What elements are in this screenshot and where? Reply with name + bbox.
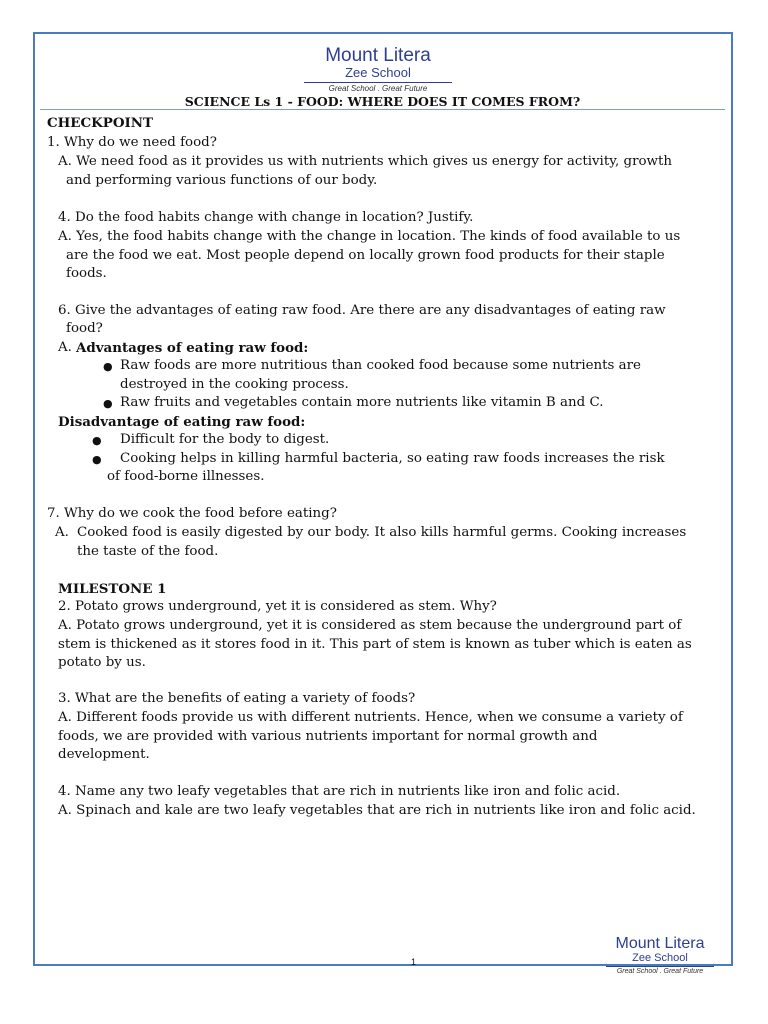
bullet-icon: ● — [92, 453, 102, 466]
footer-logo-name: Mount Litera — [615, 935, 705, 952]
answer-7-line-1: Cooked food is easily digested by our body. It also kills harmful germs. Cooking increases — [77, 525, 687, 540]
milestone-answer-3-line-1: A. Different foods provide us with different nutrients. Hence, when we consume a variety of — [58, 710, 683, 725]
question-6-line-2: food? — [66, 321, 103, 336]
question-7: 7. Why do we cook the food before eating? — [47, 506, 337, 521]
milestone-answer-2-line-1: A. Potato grows underground, yet it is considered as stem because the underground part of — [58, 618, 682, 633]
milestone-answer-2-line-2: stem is thickened as it stores food in it. This part of stem is known as tuber which is eaten as — [58, 637, 692, 652]
milestone-answer-3-line-3: development. — [58, 747, 150, 762]
answer-1-line-2: and performing various functions of our body. — [66, 173, 378, 188]
answer-7-line-2: the taste of the food. — [77, 544, 219, 559]
page-title: SCIENCE Ls 1 - FOOD: WHERE DOES IT COMES FROM? — [184, 94, 581, 109]
disadvantages-heading: Disadvantage of eating raw food: — [58, 414, 306, 430]
question-1: 1. Why do we need food? — [47, 135, 217, 150]
bullet-icon: ● — [92, 434, 102, 447]
question-4: 4. Do the food habits change with change in location? Justify. — [58, 210, 474, 225]
bullet-icon: ● — [103, 397, 113, 410]
disadvantage-1: Difficult for the body to digest. — [120, 432, 330, 447]
page-number: 1 — [411, 957, 417, 967]
milestone-question-3: 3. What are the benefits of eating a variety of foods? — [58, 691, 416, 706]
section-heading-checkpoint: CHECKPOINT — [47, 115, 154, 131]
answer-1-line-1: A. We need food as it provides us with nutrients which gives us energy for activity, growth — [58, 154, 673, 169]
bullet-icon: ● — [103, 360, 113, 373]
answer-4-line-2: are the food we eat. Most people depend on locally grown food products for their staple — [66, 248, 665, 263]
milestone-answer-3-line-2: foods, we are provided with various nutrients important for normal growth and — [58, 729, 598, 744]
answer-7-prefix: A. — [55, 525, 69, 540]
answer-4-line-1: A. Yes, the food habits change with the change in location. The kinds of food available to us — [58, 229, 681, 244]
milestone-question-4: 4. Name any two leafy vegetables that are rich in nutrients like iron and folic acid. — [58, 784, 621, 799]
question-6-line-1: 6. Give the advantages of eating raw food. Are there are any disadvantages of eating raw — [58, 303, 666, 318]
advantage-1-line-2: destroyed in the cooking process. — [120, 377, 349, 392]
advantage-1-line-1: Raw foods are more nutritious than cooked food because some nutrients are — [120, 358, 641, 373]
footer-logo-tagline: Great School . Great Future — [606, 966, 714, 977]
logo-tagline: Great School . Great Future — [304, 82, 452, 94]
advantages-heading: Advantages of eating raw food: — [76, 340, 309, 356]
milestone-question-2: 2. Potato grows underground, yet it is considered as stem. Why? — [58, 599, 497, 614]
logo-subname: Zee School — [345, 65, 411, 80]
advantage-2: Raw fruits and vegetables contain more nutrients like vitamin B and C. — [120, 395, 604, 410]
answer-4-line-3: foods. — [66, 266, 107, 281]
school-logo — [298, 46, 458, 94]
logo-name: Mount Litera — [325, 45, 431, 66]
milestone-answer-4: A. Spinach and kale are two leafy vegetables that are rich in nutrients like iron and folic acid. — [58, 803, 696, 818]
footer-logo — [600, 935, 720, 977]
section-heading-milestone: MILESTONE 1 — [58, 581, 167, 597]
disadvantage-2-line-2: of food-borne illnesses. — [107, 469, 265, 484]
footer-logo-subname: Zee School — [632, 952, 688, 964]
milestone-answer-2-line-3: potato by us. — [58, 655, 146, 670]
title-divider — [40, 109, 725, 110]
answer-6-prefix: A. — [58, 340, 72, 355]
disadvantage-2-line-1: Cooking helps in killing harmful bacteria, so eating raw foods increases the risk — [120, 451, 665, 466]
